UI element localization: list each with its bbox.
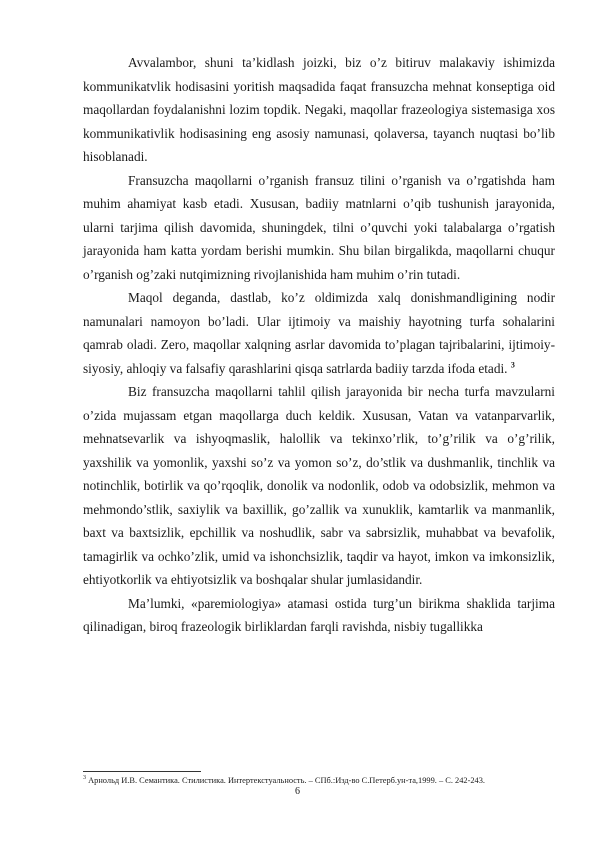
footnote-text: Арнольд И.В. Семантика. Стилистика. Интертекстуальность. – СПб.:Изд-во С.Петерб.ун-та,1999. – С. 242-243. (88, 776, 486, 785)
paragraph-1: Avvalambor, shuni ta’kidlash joizki, biz o’z bitiruv malakaviy ishimizda kommunikatvlik hodisasini yoritish maqsadida faqat fransuzcha mehnat konseptiga oid maqollardan foydalanishni lozim topdik. Negaki, maqollar frazeologiya sistemasiga xos kommunikativlik hodisasining eng asosiy namunasi, qolaversa, tayanch nuqtasi bo’lib hisoblanadi. (83, 55, 555, 164)
paragraph-3 (83, 286, 555, 380)
footnote-reference[interactable]: 3 (510, 360, 515, 370)
footnote-mark: 3 (83, 775, 86, 782)
document-body (83, 51, 555, 639)
footnote (83, 775, 555, 786)
paragraph-2: Fransuzcha maqollarni o’rganish fransuz tilini o’rganish va o’rgatishda ham muhim ahamiyat kasb etadi. Xususan, badiiy matnlarni o’qib tushunish jarayonida, ularni tarjima qilish davomida, shuningdek, tilni o’quvchi yoki talabalarga o’rgatish jarayonida ham katta yordam berishi mumkin. Shu bilan birgalikda, maqollarni chuqur o’rganish og’zaki nutqimizning rivojlanishida ham muhim o’rin tutadi. (83, 172, 555, 282)
paragraph-4: Biz fransuzcha maqollarni tahlil qilish jarayonida bir necha turfa mavzularni o’zida mujassam etgan maqollarga duch keldik. Xususan, Vatan va vatanparvarlik, mehnatsevarlik va ishyoqmaslik, halollik va tekinxo’rlik, to’g’rilik va o’g’rilik, yaxshilik va yomonlik, yaxshi so’z va yomon so’z, do’stlik va dushmanlik, tinchlik va notinchlik, botirlik va qo’rqoqlik, donolik va nodonlik, odob va odobsizlik, mehmon va mehmondo’stlik, saxiylik va baxillik, go’zallik va xunuklik, kamtarlik va manmanlik, baxt va baxtsizlik, epchillik va noshudlik, sabr va sabrsizlik, muhabbat va bevafolik, tamagirlik va ochko’zlik, umid va ishonchsizlik, taqdir va hayot, imkon va imkonsizlik, ehtiyotkorlik va ehtiyotsizlik va boshqalar shular jumlasidandir. (83, 384, 555, 587)
paragraph-3-text: Maqol deganda, dastlab, ko’z oldimizda xalq donishmandligining nodir namunalari namoyon bo’ladi. Ular ijtimoiy va maishiy hayotning turfa sohalarini qamrab oladi. Zero, maqollar xalqning asrlar davomida to’plagan tajribalarini, ijtimoiy-siyosiy, ahloqiy va falsafiy qarashlarini qisqa satrlarda badiiy tarzda ifoda etadi. (83, 290, 555, 376)
footnote-separator (83, 771, 201, 772)
page-number: 6 (295, 786, 300, 797)
paragraph-5: Ma’lumki, «paremiologiya» atamasi ostida turg’un birikma shaklida tarjima qilinadigan, biroq frazeologik birliklardan farqli ravishda, nisbiy tugallikka (83, 595, 555, 634)
